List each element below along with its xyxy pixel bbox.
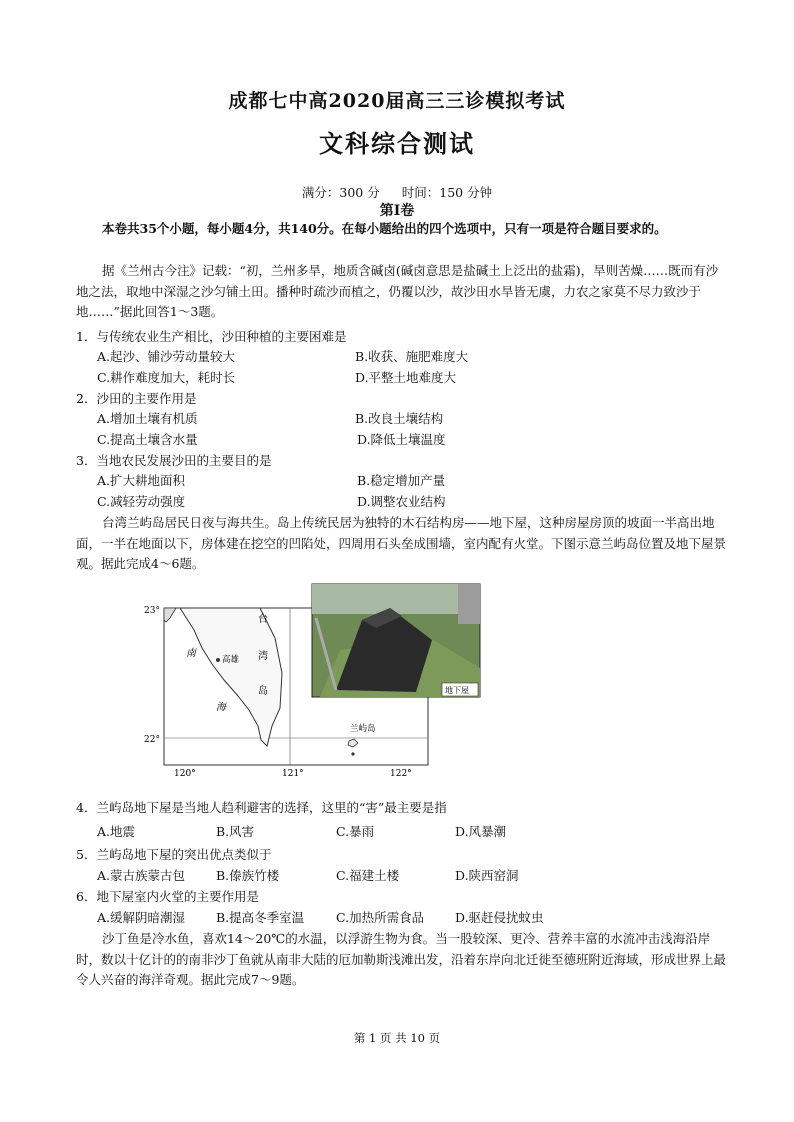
q4-option-d: D.风暴潮 [455,824,507,839]
page-footer: 第 1 页 共 10 页 [353,1031,441,1045]
q6-option-c: C.加热所需食品 [336,910,425,925]
q1-option-b: B.收获、施肥难度大 [355,349,469,364]
map-label-wan: 湾 [258,651,268,662]
score-time-line [0,183,794,201]
photo-label: 地下屋 [445,686,469,695]
map-label-lanyu: 兰屿岛 [350,724,376,734]
q5-option-b: B.傣族竹楼 [216,868,280,883]
q1-option-d: D.平整土地难度大 [355,370,457,385]
question-4: 4．兰屿岛地下屋是当地人趋利避害的选择，这里的“害”最主要是指 [76,800,447,815]
q6-option-d: D.驱赶侵扰蚊虫 [455,910,544,925]
lat-label-22: 22° [144,735,160,745]
q2-option-b: B.改良土壤结构 [355,411,444,426]
q1-option-a: A.起沙、铺沙劳动量较大 [97,349,236,364]
q4-option-c: C.暴雨 [336,824,375,839]
exam-subject: 文科综合测试 [319,129,475,158]
passage-3: 沙丁鱼是冷水鱼，喜欢14～20℃的水温，以浮游生物为食。当一股较深、更冷、营养丰富的水流冲击浅海沿岸时，数以十亿计的的南非沙丁鱼就从南非大陆的厄加勒斯浅滩出发，沿着东岸向北迁徙至德班附近海域，形成世界上最令人兴奋的海洋奇观。据此完成7～9题。 [76,931,727,987]
q1-option-c: C.耕作难度加大，耗时长 [97,370,236,385]
full-score: 满分：300 分 [301,185,380,200]
question-5: 5．兰屿岛地下屋的突出优点类似于 [76,847,272,862]
q5-option-c: C.福建土楼 [336,868,400,883]
q5-option-a: A.蒙古族蒙古包 [97,868,186,883]
part-heading: 第Ⅰ卷 [379,203,415,219]
map-label-tai: 台 [258,614,268,625]
q3-option-b: B.稳定增加产量 [357,473,446,488]
q2-option-d: D.降低土壤温度 [357,432,446,447]
passage-2: 台湾兰屿岛居民日夜与海共生。岛上传统民居为独特的木石结构房——地下屋，这种房屋房顶的坡面一半高出地面，一半在地面以下，房体建在挖空的凹陷处，四周用石头垒成围墙，室内配有火堂。下图示意兰屿岛位置及地下屋景观。据此完成4～6题。 [76,515,727,571]
lon-label-122: 122° [390,769,412,779]
q4-option-b: B.风害 [216,824,255,839]
exam-title: 成都七中高2020届高三三诊模拟考试 [228,90,566,112]
lat-label-23: 23° [144,606,160,616]
q6-option-b: B.提高冬季室温 [216,910,305,925]
q2-option-c: C.提高土壤含水量 [97,432,198,447]
small-islet [351,752,354,755]
q2-option-a: A.增加土壤有机质 [97,411,198,426]
question-3: 3．当地农民发展沙田的主要目的是 [76,453,272,468]
map-label-nan: 南 [186,648,196,659]
question-6: 6．地下屋室内火堂的主要作用是 [76,889,259,904]
q3-option-d: D.调整农业结构 [357,494,446,509]
passage-1: 据《兰州古今注》记载：“初，兰州多旱，地质含碱卤(碱卤意思是盐碱土上泛出的盐霜)，旱则苦燥……既而有沙地之法，取地中深湿之沙匀铺土田。播种时疏沙而植之，仍覆以沙，故沙田水旱皆无虞，力农之家莫不尽力致沙于地……”据此回答1～3题。 [76,263,719,319]
lon-label-121: 121° [282,769,304,779]
q6-option-a: A.缓解阴暗潮湿 [97,910,186,925]
map-label-gaoxiong: 高雄 [222,655,240,665]
lanyu-location-map [140,598,469,783]
gaoxiong-dot [216,658,220,662]
q5-option-d: D.陕西窑洞 [455,868,519,883]
underground-house-photo [312,584,480,697]
map-label-dao: 岛 [258,686,268,697]
q3-option-c: C.减轻劳动强度 [97,494,186,509]
q3-option-a: A.扩大耕地面积 [97,473,186,488]
instructions: 本卷共35个小题，每小题4分，共140分。在每小题给出的四个选项中，只有一项是符合题目要求的。 [102,221,667,236]
question-1: 1．与传统农业生产相比，沙田种植的主要困难是 [76,329,347,344]
q4-option-a: A.地震 [97,824,136,839]
lon-label-120: 120° [174,769,196,779]
map-label-hai: 海 [216,702,226,713]
exam-time: 时间：150 分钟 [401,185,493,200]
question-2: 2．沙田的主要作用是 [76,391,197,406]
